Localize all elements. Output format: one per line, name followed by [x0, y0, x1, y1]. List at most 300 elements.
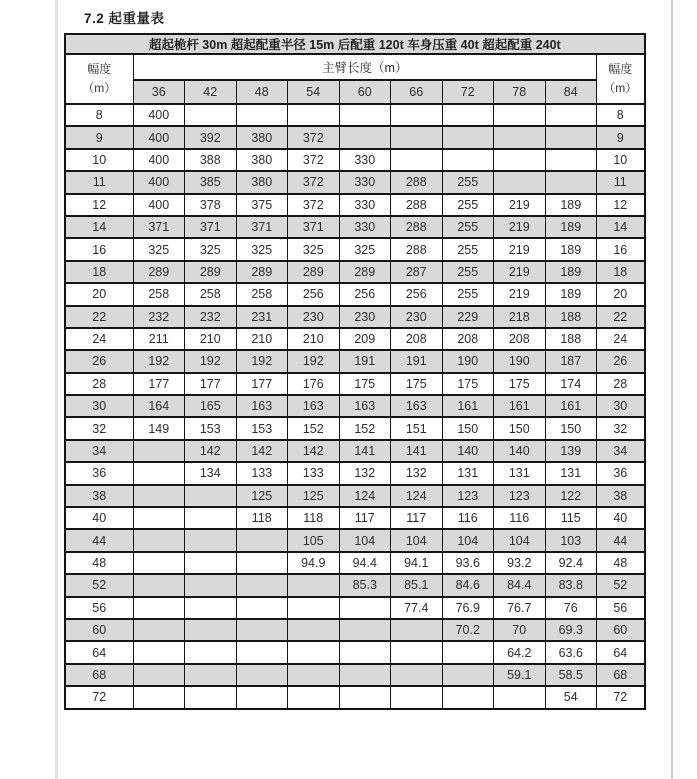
capacity-cell: 59.1 — [494, 664, 546, 686]
capacity-cell: 76.9 — [442, 597, 494, 619]
capacity-cell — [339, 104, 391, 126]
capacity-cell — [288, 104, 340, 126]
capacity-cell — [185, 529, 237, 551]
capacity-cell: 230 — [288, 306, 340, 328]
capacity-cell — [185, 507, 237, 529]
capacity-cell: 208 — [442, 328, 494, 350]
capacity-cell — [185, 104, 237, 126]
radius-header-left-line1: 幅度 — [87, 62, 112, 77]
capacity-cell: 139 — [545, 440, 597, 462]
capacity-cell: 189 — [545, 261, 597, 283]
capacity-cell: 400 — [133, 194, 185, 216]
capacity-cell: 150 — [442, 417, 494, 439]
capacity-cell: 93.2 — [494, 552, 546, 574]
capacity-cell: 176 — [288, 373, 340, 395]
table-row — [65, 664, 645, 686]
capacity-cell: 325 — [185, 238, 237, 260]
capacity-cell: 330 — [339, 216, 391, 238]
capacity-cell — [185, 597, 237, 619]
capacity-cell: 85.1 — [391, 574, 443, 596]
capacity-cell: 371 — [185, 216, 237, 238]
capacity-cell: 118 — [236, 507, 288, 529]
capacity-cell — [133, 529, 185, 551]
capacity-cell: 141 — [391, 440, 443, 462]
capacity-cell: 372 — [288, 194, 340, 216]
capacity-cell: 116 — [494, 507, 546, 529]
radius-cell-left: 40 — [65, 507, 133, 529]
boom-length-column-header: 60 — [339, 80, 391, 104]
radius-cell-right: 34 — [597, 440, 645, 462]
capacity-cell: 289 — [133, 261, 185, 283]
capacity-cell: 83.8 — [545, 574, 597, 596]
radius-cell-right: 36 — [597, 462, 645, 484]
capacity-cell: 105 — [288, 529, 340, 551]
capacity-cell — [391, 641, 443, 663]
capacity-cell — [442, 104, 494, 126]
capacity-cell: 288 — [391, 238, 443, 260]
radius-cell-right: 16 — [597, 238, 645, 260]
capacity-cell: 164 — [133, 395, 185, 417]
capacity-cell — [391, 619, 443, 641]
capacity-cell — [236, 619, 288, 641]
capacity-cell: 330 — [339, 149, 391, 171]
capacity-cell: 163 — [236, 395, 288, 417]
capacity-cell: 232 — [185, 306, 237, 328]
table-row — [65, 507, 645, 529]
radius-cell-left: 8 — [65, 104, 133, 126]
capacity-cell: 104 — [339, 529, 391, 551]
boom-length-column-header: 84 — [545, 80, 597, 104]
capacity-cell — [133, 462, 185, 484]
page-title: 7.2 起重量表 — [84, 11, 165, 26]
capacity-cell: 210 — [185, 328, 237, 350]
capacity-cell: 84.4 — [494, 574, 546, 596]
capacity-cell: 229 — [442, 306, 494, 328]
capacity-cell — [185, 664, 237, 686]
capacity-cell: 192 — [288, 350, 340, 372]
capacity-table — [64, 33, 646, 710]
capacity-cell: 175 — [494, 373, 546, 395]
capacity-cell — [545, 171, 597, 193]
capacity-cell: 141 — [339, 440, 391, 462]
capacity-cell — [288, 664, 340, 686]
radius-cell-right: 24 — [597, 328, 645, 350]
capacity-cell: 163 — [339, 395, 391, 417]
capacity-cell: 209 — [339, 328, 391, 350]
capacity-cell: 187 — [545, 350, 597, 372]
capacity-cell: 288 — [391, 171, 443, 193]
capacity-cell: 125 — [288, 485, 340, 507]
radius-cell-left: 44 — [65, 529, 133, 551]
capacity-cell — [391, 126, 443, 148]
capacity-cell: 230 — [391, 306, 443, 328]
table-row — [65, 417, 645, 439]
capacity-cell: 118 — [288, 507, 340, 529]
capacity-cell: 177 — [185, 373, 237, 395]
capacity-cell: 175 — [339, 373, 391, 395]
radius-cell-left: 18 — [65, 261, 133, 283]
table-row — [65, 686, 645, 708]
capacity-cell — [236, 664, 288, 686]
capacity-cell: 219 — [494, 261, 546, 283]
capacity-cell: 230 — [339, 306, 391, 328]
capacity-cell: 208 — [391, 328, 443, 350]
radius-cell-right: 30 — [597, 395, 645, 417]
radius-cell-left: 36 — [65, 462, 133, 484]
capacity-cell: 289 — [339, 261, 391, 283]
capacity-cell: 163 — [288, 395, 340, 417]
capacity-cell: 385 — [185, 171, 237, 193]
capacity-cell: 142 — [236, 440, 288, 462]
capacity-cell: 104 — [494, 529, 546, 551]
boom-length-column-header: 48 — [236, 80, 288, 104]
boom-length-column-header: 36 — [133, 80, 185, 104]
capacity-cell: 174 — [545, 373, 597, 395]
capacity-cell: 133 — [236, 462, 288, 484]
capacity-cell: 132 — [391, 462, 443, 484]
capacity-cell: 258 — [236, 283, 288, 305]
boom-header-row — [65, 54, 645, 80]
radius-cell-left: 12 — [65, 194, 133, 216]
capacity-cell: 208 — [494, 328, 546, 350]
capacity-cell: 140 — [442, 440, 494, 462]
capacity-cell: 190 — [494, 350, 546, 372]
capacity-cell — [494, 171, 546, 193]
capacity-cell — [236, 529, 288, 551]
capacity-cell — [442, 641, 494, 663]
capacity-cell — [339, 686, 391, 708]
capacity-cell: 152 — [288, 417, 340, 439]
capacity-cell: 288 — [391, 216, 443, 238]
capacity-cell — [494, 149, 546, 171]
capacity-cell — [133, 686, 185, 708]
capacity-cell — [442, 149, 494, 171]
radius-cell-left: 20 — [65, 283, 133, 305]
capacity-cell: 70.2 — [442, 619, 494, 641]
capacity-cell: 325 — [288, 238, 340, 260]
capacity-cell: 210 — [236, 328, 288, 350]
capacity-cell: 64.2 — [494, 641, 546, 663]
capacity-cell: 258 — [133, 283, 185, 305]
table-row — [65, 462, 645, 484]
radius-cell-right: 8 — [597, 104, 645, 126]
capacity-cell: 256 — [288, 283, 340, 305]
capacity-cell: 142 — [185, 440, 237, 462]
capacity-cell — [339, 597, 391, 619]
capacity-cell: 116 — [442, 507, 494, 529]
capacity-cell: 289 — [236, 261, 288, 283]
radius-cell-left: 72 — [65, 686, 133, 708]
capacity-cell — [288, 597, 340, 619]
capacity-cell: 289 — [288, 261, 340, 283]
capacity-cell: 131 — [494, 462, 546, 484]
capacity-cell: 372 — [288, 149, 340, 171]
radius-header-right-line2: （m） — [603, 81, 638, 95]
boom-length-column-header: 72 — [442, 80, 494, 104]
table-row — [65, 149, 645, 171]
radius-cell-left: 14 — [65, 216, 133, 238]
capacity-cell — [133, 552, 185, 574]
capacity-cell — [236, 574, 288, 596]
config-header: 超起桅杆 30m 超起配重半径 15m 后配重 120t 车身压重 40t 超起配重 240t — [65, 34, 645, 54]
capacity-cell: 287 — [391, 261, 443, 283]
capacity-cell — [236, 104, 288, 126]
capacity-cell — [494, 126, 546, 148]
capacity-cell: 94.4 — [339, 552, 391, 574]
capacity-cell — [391, 686, 443, 708]
capacity-cell: 256 — [339, 283, 391, 305]
radius-header-left-line2: （m） — [82, 81, 117, 95]
table-row — [65, 641, 645, 663]
radius-cell-right: 12 — [597, 194, 645, 216]
capacity-cell: 117 — [339, 507, 391, 529]
capacity-cell — [133, 574, 185, 596]
capacity-cell: 104 — [442, 529, 494, 551]
table-row — [65, 373, 645, 395]
capacity-cell: 142 — [288, 440, 340, 462]
boom-length-column-header: 42 — [185, 80, 237, 104]
capacity-cell — [133, 485, 185, 507]
table-row — [65, 529, 645, 551]
table-row — [65, 104, 645, 126]
table-row — [65, 440, 645, 462]
radius-cell-right: 32 — [597, 417, 645, 439]
capacity-cell: 392 — [185, 126, 237, 148]
radius-cell-right: 60 — [597, 619, 645, 641]
capacity-cell: 188 — [545, 306, 597, 328]
radius-cell-right: 64 — [597, 641, 645, 663]
radius-cell-right: 72 — [597, 686, 645, 708]
capacity-cell: 125 — [236, 485, 288, 507]
capacity-cell — [133, 641, 185, 663]
radius-cell-left: 56 — [65, 597, 133, 619]
config-header-row — [65, 34, 645, 54]
capacity-cell: 134 — [185, 462, 237, 484]
capacity-cell: 133 — [288, 462, 340, 484]
table-row — [65, 171, 645, 193]
capacity-cell: 132 — [339, 462, 391, 484]
capacity-cell — [133, 664, 185, 686]
capacity-cell: 372 — [288, 126, 340, 148]
radius-cell-right: 18 — [597, 261, 645, 283]
capacity-cell: 140 — [494, 440, 546, 462]
table-row — [65, 238, 645, 260]
capacity-cell: 175 — [391, 373, 443, 395]
capacity-cell — [494, 686, 546, 708]
page-edge-line-right — [671, 0, 673, 779]
boom-length-column-header: 78 — [494, 80, 546, 104]
capacity-cell: 177 — [236, 373, 288, 395]
capacity-cell: 256 — [391, 283, 443, 305]
capacity-cell: 219 — [494, 283, 546, 305]
radius-cell-left: 26 — [65, 350, 133, 372]
capacity-cell — [185, 485, 237, 507]
capacity-cell — [133, 597, 185, 619]
table-row — [65, 552, 645, 574]
capacity-cell: 124 — [391, 485, 443, 507]
table-row — [65, 328, 645, 350]
capacity-cell: 255 — [442, 171, 494, 193]
capacity-cell — [545, 126, 597, 148]
capacity-cell: 131 — [545, 462, 597, 484]
capacity-cell: 189 — [545, 283, 597, 305]
capacity-cell — [339, 126, 391, 148]
capacity-cell: 189 — [545, 216, 597, 238]
radius-cell-right: 14 — [597, 216, 645, 238]
table-row — [65, 619, 645, 641]
capacity-cell: 124 — [339, 485, 391, 507]
capacity-cell: 123 — [442, 485, 494, 507]
radius-cell-left: 10 — [65, 149, 133, 171]
capacity-cell: 255 — [442, 261, 494, 283]
capacity-cell: 325 — [133, 238, 185, 260]
radius-cell-left: 68 — [65, 664, 133, 686]
capacity-cell — [442, 126, 494, 148]
page-edge-line-left — [55, 0, 58, 779]
radius-header-left — [65, 54, 133, 104]
radius-cell-left: 16 — [65, 238, 133, 260]
radius-cell-right: 56 — [597, 597, 645, 619]
radius-cell-left: 9 — [65, 126, 133, 148]
capacity-cell: 380 — [236, 171, 288, 193]
table-row — [65, 283, 645, 305]
capacity-cell: 153 — [236, 417, 288, 439]
radius-cell-right: 20 — [597, 283, 645, 305]
capacity-cell: 231 — [236, 306, 288, 328]
capacity-cell: 161 — [442, 395, 494, 417]
capacity-cell: 325 — [339, 238, 391, 260]
radius-cell-left: 24 — [65, 328, 133, 350]
capacity-cell: 371 — [236, 216, 288, 238]
capacity-cell: 163 — [391, 395, 443, 417]
capacity-cell: 115 — [545, 507, 597, 529]
radius-cell-left: 52 — [65, 574, 133, 596]
radius-cell-right: 52 — [597, 574, 645, 596]
capacity-cell: 400 — [133, 149, 185, 171]
table-row — [65, 261, 645, 283]
capacity-cell: 255 — [442, 238, 494, 260]
capacity-cell: 400 — [133, 104, 185, 126]
capacity-cell: 94.1 — [391, 552, 443, 574]
table-row — [65, 126, 645, 148]
capacity-cell — [545, 149, 597, 171]
capacity-cell: 161 — [545, 395, 597, 417]
capacity-cell: 378 — [185, 194, 237, 216]
capacity-cell: 149 — [133, 417, 185, 439]
radius-cell-right: 10 — [597, 149, 645, 171]
capacity-cell: 177 — [133, 373, 185, 395]
capacity-cell: 131 — [442, 462, 494, 484]
capacity-cell: 69.3 — [545, 619, 597, 641]
capacity-cell: 289 — [185, 261, 237, 283]
capacity-cell: 371 — [133, 216, 185, 238]
capacity-cell — [185, 552, 237, 574]
capacity-cell: 192 — [236, 350, 288, 372]
capacity-cell — [545, 104, 597, 126]
capacity-cell — [288, 641, 340, 663]
radius-cell-right: 11 — [597, 171, 645, 193]
capacity-cell — [185, 574, 237, 596]
capacity-cell — [133, 507, 185, 529]
capacity-cell: 165 — [185, 395, 237, 417]
capacity-cell — [133, 619, 185, 641]
capacity-cell: 258 — [185, 283, 237, 305]
capacity-cell — [339, 641, 391, 663]
boom-length-column-header: 54 — [288, 80, 340, 104]
radius-cell-right: 28 — [597, 373, 645, 395]
radius-cell-right: 38 — [597, 485, 645, 507]
capacity-cell — [288, 686, 340, 708]
capacity-cell: 122 — [545, 485, 597, 507]
capacity-cell: 152 — [339, 417, 391, 439]
capacity-cell — [185, 686, 237, 708]
capacity-cell: 232 — [133, 306, 185, 328]
capacity-cell: 388 — [185, 149, 237, 171]
radius-cell-left: 34 — [65, 440, 133, 462]
capacity-cell: 255 — [442, 283, 494, 305]
capacity-cell: 192 — [133, 350, 185, 372]
capacity-cell: 190 — [442, 350, 494, 372]
capacity-cell: 151 — [391, 417, 443, 439]
capacity-cell: 400 — [133, 126, 185, 148]
radius-cell-right: 26 — [597, 350, 645, 372]
capacity-cell: 76 — [545, 597, 597, 619]
capacity-cell — [391, 664, 443, 686]
radius-cell-right: 40 — [597, 507, 645, 529]
capacity-cell — [339, 619, 391, 641]
table-row — [65, 216, 645, 238]
radius-cell-right: 48 — [597, 552, 645, 574]
radius-cell-left: 28 — [65, 373, 133, 395]
capacity-cell: 288 — [391, 194, 443, 216]
capacity-cell: 153 — [185, 417, 237, 439]
radius-cell-left: 60 — [65, 619, 133, 641]
capacity-cell: 330 — [339, 194, 391, 216]
capacity-cell: 94.9 — [288, 552, 340, 574]
capacity-cell: 175 — [442, 373, 494, 395]
capacity-cell: 77.4 — [391, 597, 443, 619]
capacity-cell: 150 — [494, 417, 546, 439]
capacity-cell: 63.6 — [545, 641, 597, 663]
capacity-cell — [236, 597, 288, 619]
capacity-cell: 150 — [545, 417, 597, 439]
capacity-cell: 188 — [545, 328, 597, 350]
capacity-cell: 70 — [494, 619, 546, 641]
radius-header-right-line1: 幅度 — [608, 62, 633, 77]
boom-length-header: 主臂长度（m） — [133, 54, 597, 80]
capacity-cell — [288, 619, 340, 641]
table-row — [65, 485, 645, 507]
capacity-cell: 211 — [133, 328, 185, 350]
capacity-cell — [339, 664, 391, 686]
capacity-cell: 92.4 — [545, 552, 597, 574]
capacity-cell: 103 — [545, 529, 597, 551]
table-row — [65, 306, 645, 328]
capacity-cell: 189 — [545, 238, 597, 260]
capacity-cell: 189 — [545, 194, 597, 216]
table-row — [65, 395, 645, 417]
capacity-cell: 191 — [339, 350, 391, 372]
radius-cell-left: 38 — [65, 485, 133, 507]
capacity-cell: 255 — [442, 216, 494, 238]
capacity-cell — [185, 641, 237, 663]
capacity-cell: 325 — [236, 238, 288, 260]
capacity-cell: 76.7 — [494, 597, 546, 619]
capacity-cell: 380 — [236, 149, 288, 171]
capacity-cell — [442, 664, 494, 686]
capacity-cell: 210 — [288, 328, 340, 350]
radius-cell-right: 44 — [597, 529, 645, 551]
